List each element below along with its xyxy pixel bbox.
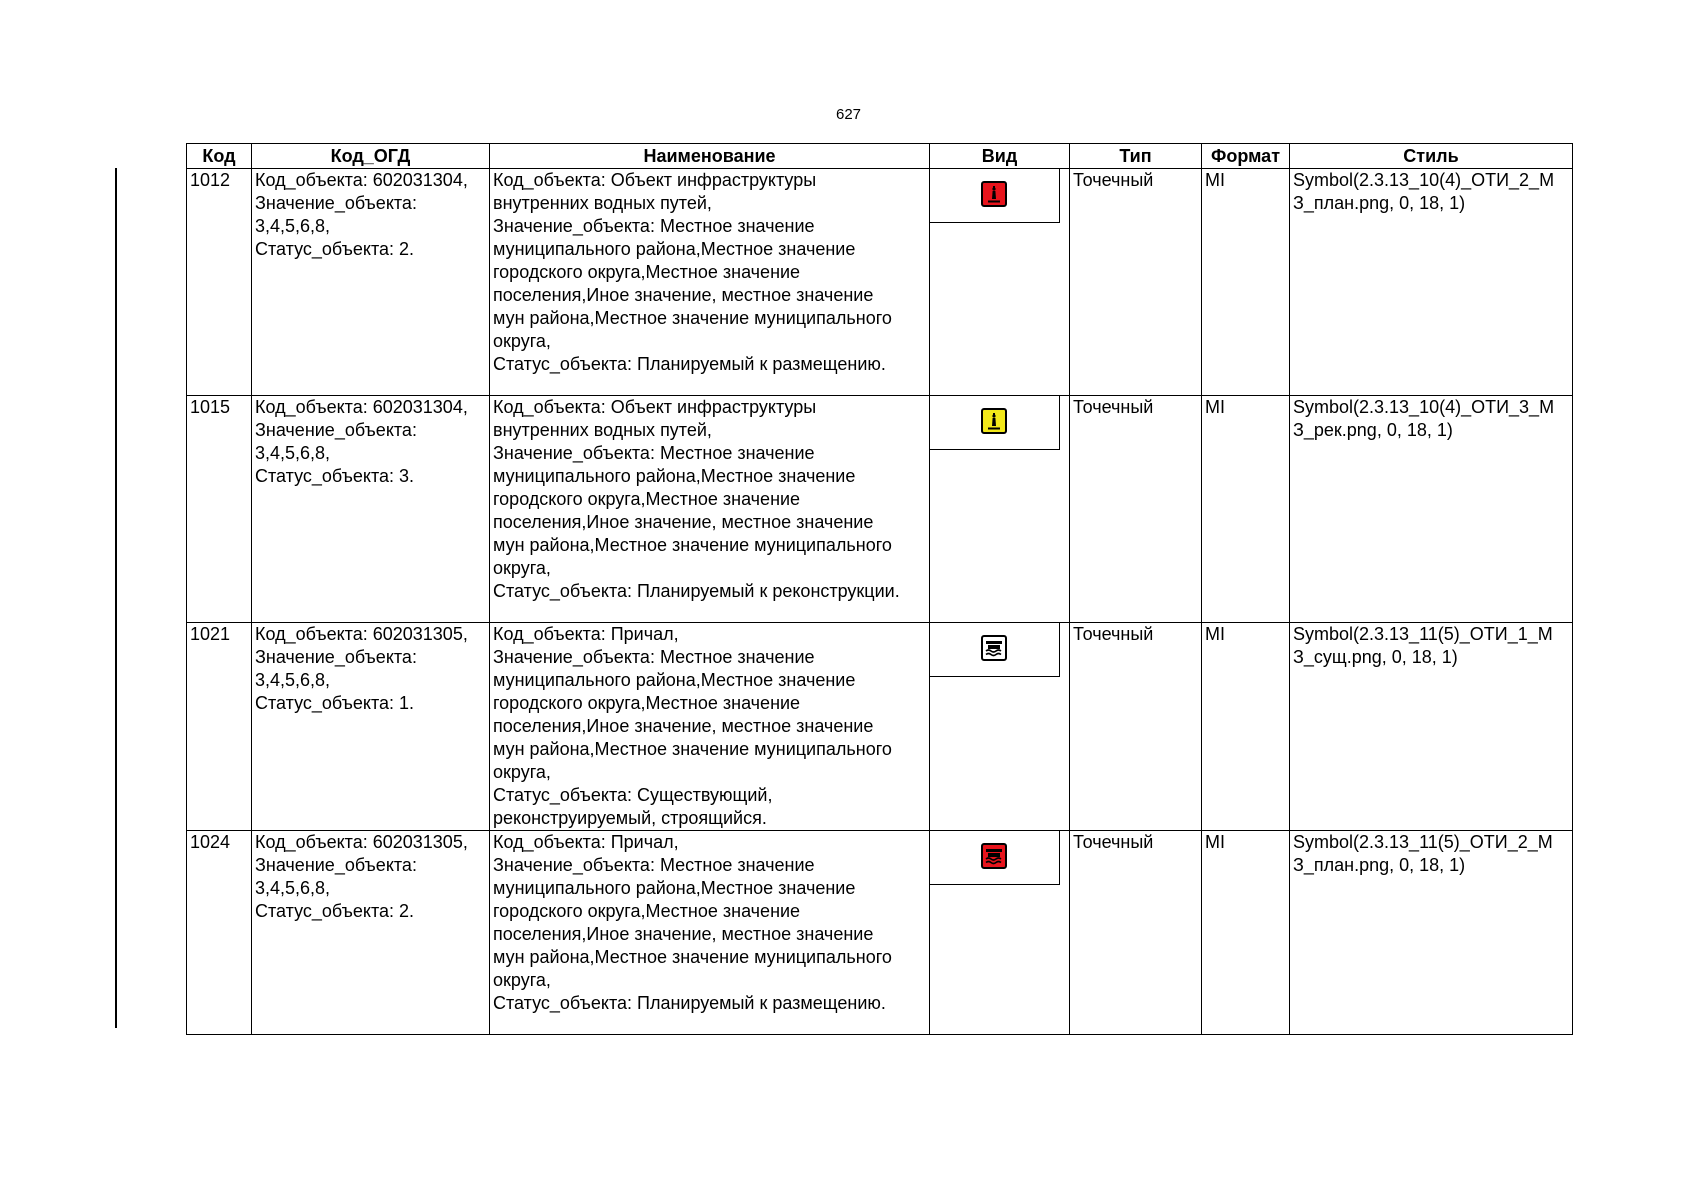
header-kod-ogd: Код_ОГД: [252, 144, 490, 169]
cell-vid: [930, 396, 1070, 623]
cell-kod: 1015: [187, 396, 252, 623]
cell-kod-ogd: Код_объекта: 602031305, Значение_объекта: 3,4,5,6,8, Статус_объекта: 1.: [252, 623, 490, 831]
symbol-frame: [930, 831, 1060, 885]
cell-vid: [930, 831, 1070, 1035]
header-tip: Тип: [1070, 144, 1202, 169]
cell-name: Код_объекта: Причал, Значение_объекта: Местное значение муниципального района,Местное значение городского округа,Местное значение поселения,Иное значение, местное значение мун района,Местное значение муниципального округа, Статус_объекта: Планируемый к размещению.: [490, 831, 930, 1035]
cell-name: Код_объекта: Объект инфраструктуры внутренних водных путей, Значение_объекта: Местное значение муниципального района,Местное значение городского округа,Местное значение поселения,Иное значение, местное значение мун района,Местное значение муниципального округа, Статус_объекта: Планируемый к размещению.: [490, 169, 930, 396]
cell-format: MI: [1202, 623, 1290, 831]
page-number: 627: [835, 106, 862, 123]
cell-kod: 1021: [187, 623, 252, 831]
table-row: [187, 623, 1573, 831]
margin-line: [115, 168, 117, 1028]
header-row: [187, 144, 1573, 169]
table-row: [187, 169, 1573, 396]
cell-format: MI: [1202, 169, 1290, 396]
cell-tip: Точечный: [1070, 623, 1202, 831]
header-vid: Вид: [930, 144, 1070, 169]
symbol-frame: [930, 169, 1060, 223]
cell-style: Symbol(2.3.13_10(4)_ОТИ_2_М З_план.png, 0, 18, 1): [1290, 169, 1573, 396]
cell-name: Код_объекта: Причал, Значение_объекта: Местное значение муниципального района,Местное значение городского округа,Местное значение поселения,Иное значение, местное значение мун района,Местное значение муниципального округа, Статус_объекта: Существующий, реконструируемый, строящийся.: [490, 623, 930, 831]
cell-style: Symbol(2.3.13_11(5)_ОТИ_1_М З_сущ.png, 0, 18, 1): [1290, 623, 1573, 831]
header-name: Наименование: [490, 144, 930, 169]
cell-tip: Точечный: [1070, 831, 1202, 1035]
pier-icon: [981, 635, 1007, 661]
cell-tip: Точечный: [1070, 169, 1202, 396]
symbol-frame: [930, 396, 1060, 450]
header-kod: Код: [187, 144, 252, 169]
cell-format: MI: [1202, 831, 1290, 1035]
cell-tip: Точечный: [1070, 396, 1202, 623]
cell-style: Symbol(2.3.13_11(5)_ОТИ_2_М З_план.png, 0, 18, 1): [1290, 831, 1573, 1035]
styles-table: [186, 143, 1573, 1035]
cell-kod: 1012: [187, 169, 252, 396]
buoy-icon: [981, 181, 1007, 207]
cell-vid: [930, 623, 1070, 831]
pier-icon: [981, 843, 1007, 869]
symbol-frame: [930, 623, 1060, 677]
cell-vid: [930, 169, 1070, 396]
buoy-icon: [981, 408, 1007, 434]
cell-format: MI: [1202, 396, 1290, 623]
header-style: Стиль: [1290, 144, 1573, 169]
table-row: [187, 396, 1573, 623]
cell-name: Код_объекта: Объект инфраструктуры внутренних водных путей, Значение_объекта: Местное значение муниципального района,Местное значение городского округа,Местное значение поселения,Иное значение, местное значение мун района,Местное значение муниципального округа, Статус_объекта: Планируемый к реконструкции.: [490, 396, 930, 623]
cell-kod-ogd: Код_объекта: 602031304, Значение_объекта: 3,4,5,6,8, Статус_объекта: 2.: [252, 169, 490, 396]
cell-style: Symbol(2.3.13_10(4)_ОТИ_3_М З_рек.png, 0, 18, 1): [1290, 396, 1573, 623]
cell-kod: 1024: [187, 831, 252, 1035]
header-format: Формат: [1202, 144, 1290, 169]
cell-kod-ogd: Код_объекта: 602031304, Значение_объекта: 3,4,5,6,8, Статус_объекта: 3.: [252, 396, 490, 623]
table-row: [187, 831, 1573, 1035]
cell-kod-ogd: Код_объекта: 602031305, Значение_объекта: 3,4,5,6,8, Статус_объекта: 2.: [252, 831, 490, 1035]
